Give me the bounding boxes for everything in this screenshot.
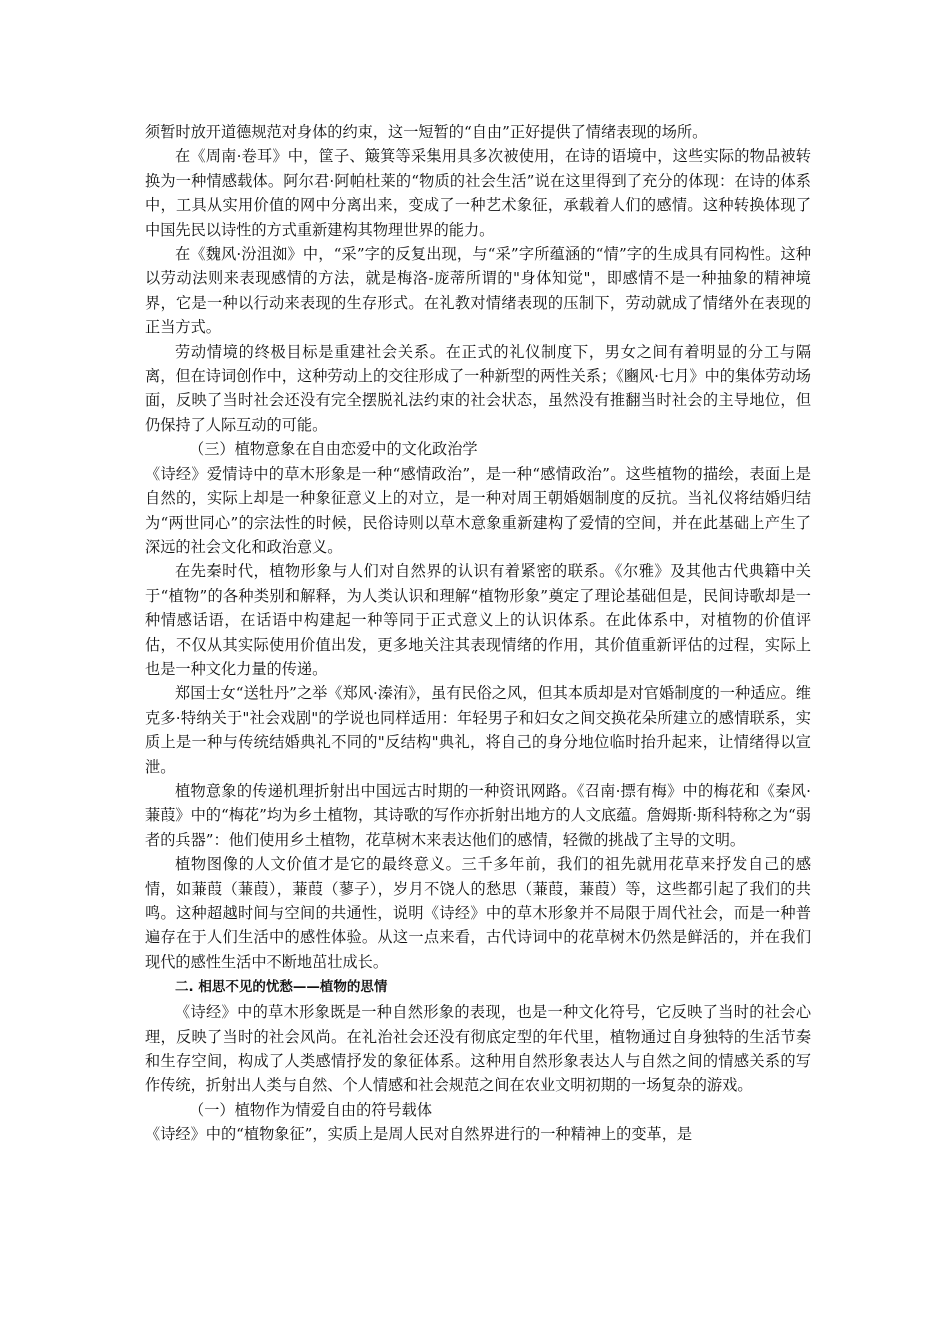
paragraph-3: 在《魏风·汾沮洳》中，“采”字的反复出现，与“采”字所蕴涵的“情”字的生成具有同构性。这种以劳动法则来表现感情的方法，就是梅洛-庞蒂所谓的"身体知觉"，即感情不是一种抽象的精神境界，它是一种以行动来表现的生存形式。在礼教对情绪表现的压制下，劳动就成了情绪外在表现的正当方式。 [145, 245, 811, 337]
sub-heading-1: （一）植物作为情爱自由的符号载体 [189, 1100, 432, 1119]
paragraph-7: 郑国士女“送牡丹”之举《郑风·溱洧》，虽有民俗之风，但其本质却是对官婚制度的一种适应。维克多·特纳关于"社会戏剧"的学说也同样适用：年轻男子和妇女之间交换花朵所建立的感情联系，实质上是一种与传统结婚典礼不同的"反结构"典礼，将自己的身分地位临时抬升起来，让情绪得以宣泄。 [145, 684, 811, 776]
document-page [145, 120, 811, 1147]
paragraph-11: 《诗经》中的“植物象征”，实质上是周人民对自然界进行的一种精神上的变革，是 [145, 1125, 693, 1144]
paragraph-5: 《诗经》爱情诗中的草木形象是一种“感情政治”，是一种“感情政治”。这些植物的描绘，表面上是自然的，实际上却是一种象征意义上的对立，是一种对周王朝婚姻制度的反抗。当礼仪将结婚归结为“两世同心”的宗法性的时候，民俗诗则以草木意象重新建构了爱情的空间，并在此基础上产生了深远的社会文化和政治意义。 [145, 464, 811, 556]
section-heading-2: 二. 相思不见的忧愁——植物的思情 [175, 979, 388, 996]
paragraph-1: 须暂时放开道德规范对身体的约束，这一短暂的“自由”正好提供了情绪表现的场所。 [145, 123, 708, 141]
paragraph-10: 《诗经》中的草木形象既是一种自然形象的表现，也是一种文化符号，它反映了当时的社会心理，反映了当时的社会风尚。在礼治社会还没有彻底定型的年代里，植物通过自身独特的生活节奏和生存空间，构成了人类感情抒发的象征体系。这种用自然形象表达人与自然之间的情感关系的写作传统，折射出人类与自然、个人情感和社会规范之间在农业文明初期的一场复杂的游戏。 [145, 1003, 811, 1095]
paragraph-4: 劳动情境的终极目标是重建社会关系。在正式的礼仪制度下，男女之间有着明显的分工与隔离，但在诗词创作中，这种劳动上的交往形成了一种新型的两性关系；《豳风·七月》中的集体劳动场面，反映了当时社会还没有完全摆脱礼法约束的社会状态，虽然没有推翻当时社会的主导地位，但仍保持了人际互动的可能。 [145, 342, 811, 434]
sub-heading-3: （三）植物意象在自由恋爱中的文化政治学 [189, 440, 478, 459]
paragraph-6: 在先秦时代，植物形象与人们对自然界的认识有着紧密的联系。《尔雅》及其他古代典籍中关于“植物”的各种类别和解释，为人类认识和理解“植物形象”奠定了理论基础但是，民间诗歌却是一种情感话语，在话语中构建起一种等同于正式意义上的认识体系。在此体系中，对植物的价值评估，不仅从其实际使用价值出发，更多地关注其表现情绪的作用，其价值重新评估的过程，实际上也是一种文化力量的传递。 [145, 562, 811, 678]
paragraph-2: 在《周南·卷耳》中，筐子、簸箕等采集用具多次被使用，在诗的语境中，这些实际的物品被转换为一种情感载体。阿尔君·阿帕杜莱的“物质的社会生活”说在这里得到了充分的体现：在诗的体系中，工具从实用价值的网中分离出来，变成了一种艺术象征，承载着人们的感情。这种转换体现了中国先民以诗性的方式重新建构其物理世界的能力。 [145, 147, 811, 239]
paragraph-9: 植物图像的人文价值才是它的最终意义。三千多年前，我们的祖先就用花草来抒发自己的感情，如蒹葭（蒹葭），蒹葭（蓼子），岁月不饶人的愁思（蒹葭，蒹葭）等，这些都引起了我们的共鸣。这种超越时间与空间的共通性，说明《诗经》中的草木形象并不局限于周代社会，而是一种普遍存在于人们生活中的感性体验。从这一点来看，古代诗词中的花草树木仍然是鲜活的，并在我们现代的感性生活中不断地茁壮成长。 [145, 855, 811, 971]
paragraph-8: 植物意象的传递机理折射出中国远古时期的一种资讯网路。《召南·摽有梅》中的梅花和《秦风·蒹葭》中的“梅花”均为乡土植物，其诗歌的写作亦折射出地方的人文底蕴。詹姆斯·斯科特称之为“弱者的兵器”：他们使用乡土植物，花草树木来表达他们的感情，轻微的挑战了主导的文明。 [145, 781, 811, 849]
